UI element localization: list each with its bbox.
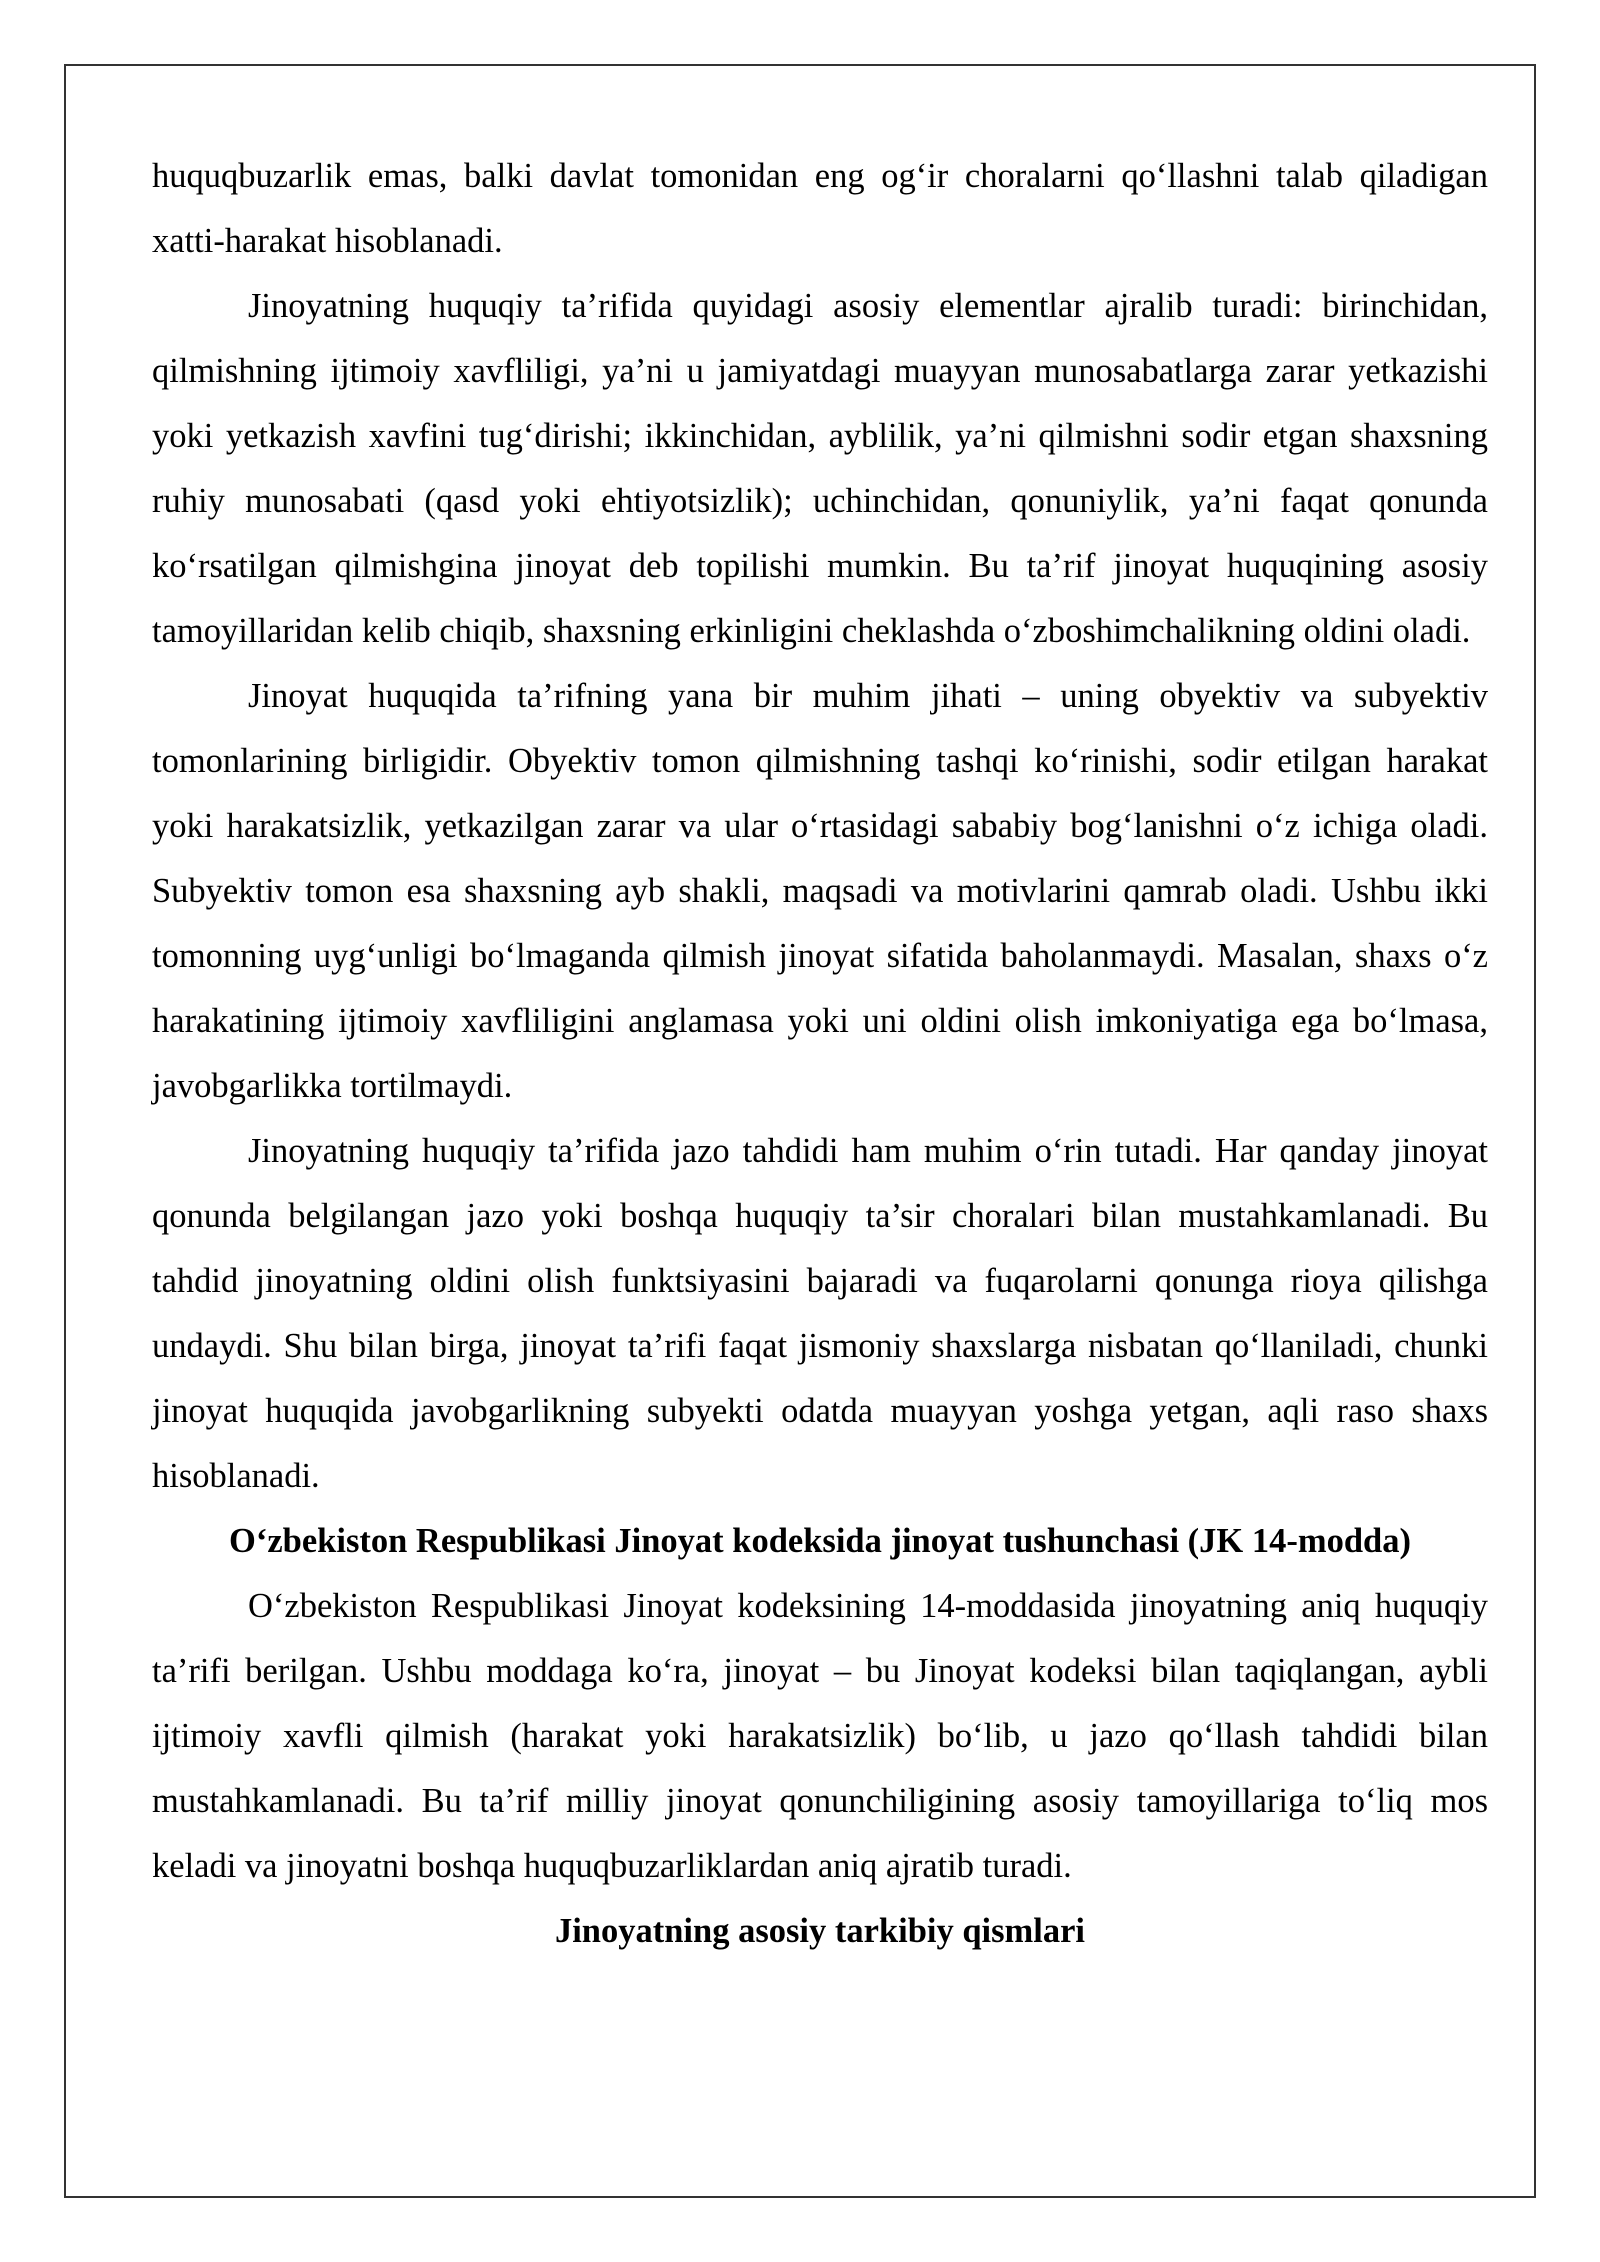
paragraph-3: Jinoyat huquqida ta’rifning yana bir muhim jihati – uning obyektiv va subyektiv tomonlarining birligidir. Obyektiv tomon qilmishning tashqi ko‘rinishi, sodir etilgan harakat yoki harakatsizlik, yetkazilgan zarar va ular o‘rtasidagi sababiy bog‘lanishni o‘z ichiga oladi. Subyektiv tomon esa shaxsning ayb shakli, maqsadi va motivlarini qamrab oladi. Ushbu ikki tomonning uyg‘unligi bo‘lmaganda qilmish jinoyat sifatida baholanmaydi. Masalan, shaxs o‘z harakatining ijtimoiy xavfliligini anglamasa yoki uni oldini olish imkoniyatiga ega bo‘lmasa, javobgarlikka tortilmaydi. [152, 677, 1488, 1105]
section-heading-jk-14: O‘zbekiston Respublikasi Jinoyat kodeksida jinoyat tushunchasi (JK 14-modda) [229, 1522, 1411, 1560]
paragraph-2: Jinoyatning huquqiy ta’rifida quyidagi asosiy elementlar ajralib turadi: birinchidan, qilmishning ijtimoiy xavfliligi, ya’ni u jamiyatdagi muayyan munosabatlarga zarar yetkazishi yoki yetkazish xavfini tug‘dirishi; ikkinchidan, ayblilik, ya’ni qilmishni sodir etgan shaxsning ruhiy munosabati (qasd yoki ehtiyotsizlik); uchinchidan, qonuniylik, ya’ni faqat qonunda ko‘rsatilgan qilmishgina jinoyat deb topilishi mumkin. Bu ta’rif jinoyat huquqining asosiy tamoyillaridan kelib chiqib, shaxsning erkinligini cheklashda o‘zboshimchalikning oldini oladi. [152, 287, 1488, 650]
section-heading-components: Jinoyatning asosiy tarkibiy qismlari [554, 1912, 1086, 1950]
paragraph-1: huquqbuzarlik emas, balki davlat tomonidan eng og‘ir choralarni qo‘llashni talab qiladigan xatti-harakat hisoblanadi. [152, 157, 1488, 260]
paragraph-5: O‘zbekiston Respublikasi Jinoyat kodeksining 14-moddasida jinoyatning aniq huquqiy ta’rifi berilgan. Ushbu moddaga ko‘ra, jinoyat – bu Jinoyat kodeksi bilan taqiqlangan, aybli ijtimoiy xavfli qilmish (harakat yoki harakatsizlik) bo‘lib, u jazo qo‘llash tahdidi bilan mustahkamlanadi. Bu ta’rif milliy jinoyat qonunchiligining asosiy tamoyillariga to‘liq mos keladi va jinoyatni boshqa huquqbuzarliklardan aniq ajratib turadi. [152, 1587, 1488, 1885]
document-body [152, 144, 1488, 1964]
paragraph-4: Jinoyatning huquqiy ta’rifida jazo tahdidi ham muhim o‘rin tutadi. Har qanday jinoyat qonunda belgilangan jazo yoki boshqa huquqiy ta’sir choralari bilan mustahkamlanadi. Bu tahdid jinoyatning oldini olish funktsiyasini bajaradi va fuqarolarni qonunga rioya qilishga undaydi. Shu bilan birga, jinoyat ta’rifi faqat jismoniy shaxslarga nisbatan qo‘llaniladi, chunki jinoyat huquqida javobgarlikning subyekti odatda muayyan yoshga yetgan, aqli raso shaxs hisoblanadi. [152, 1132, 1488, 1495]
